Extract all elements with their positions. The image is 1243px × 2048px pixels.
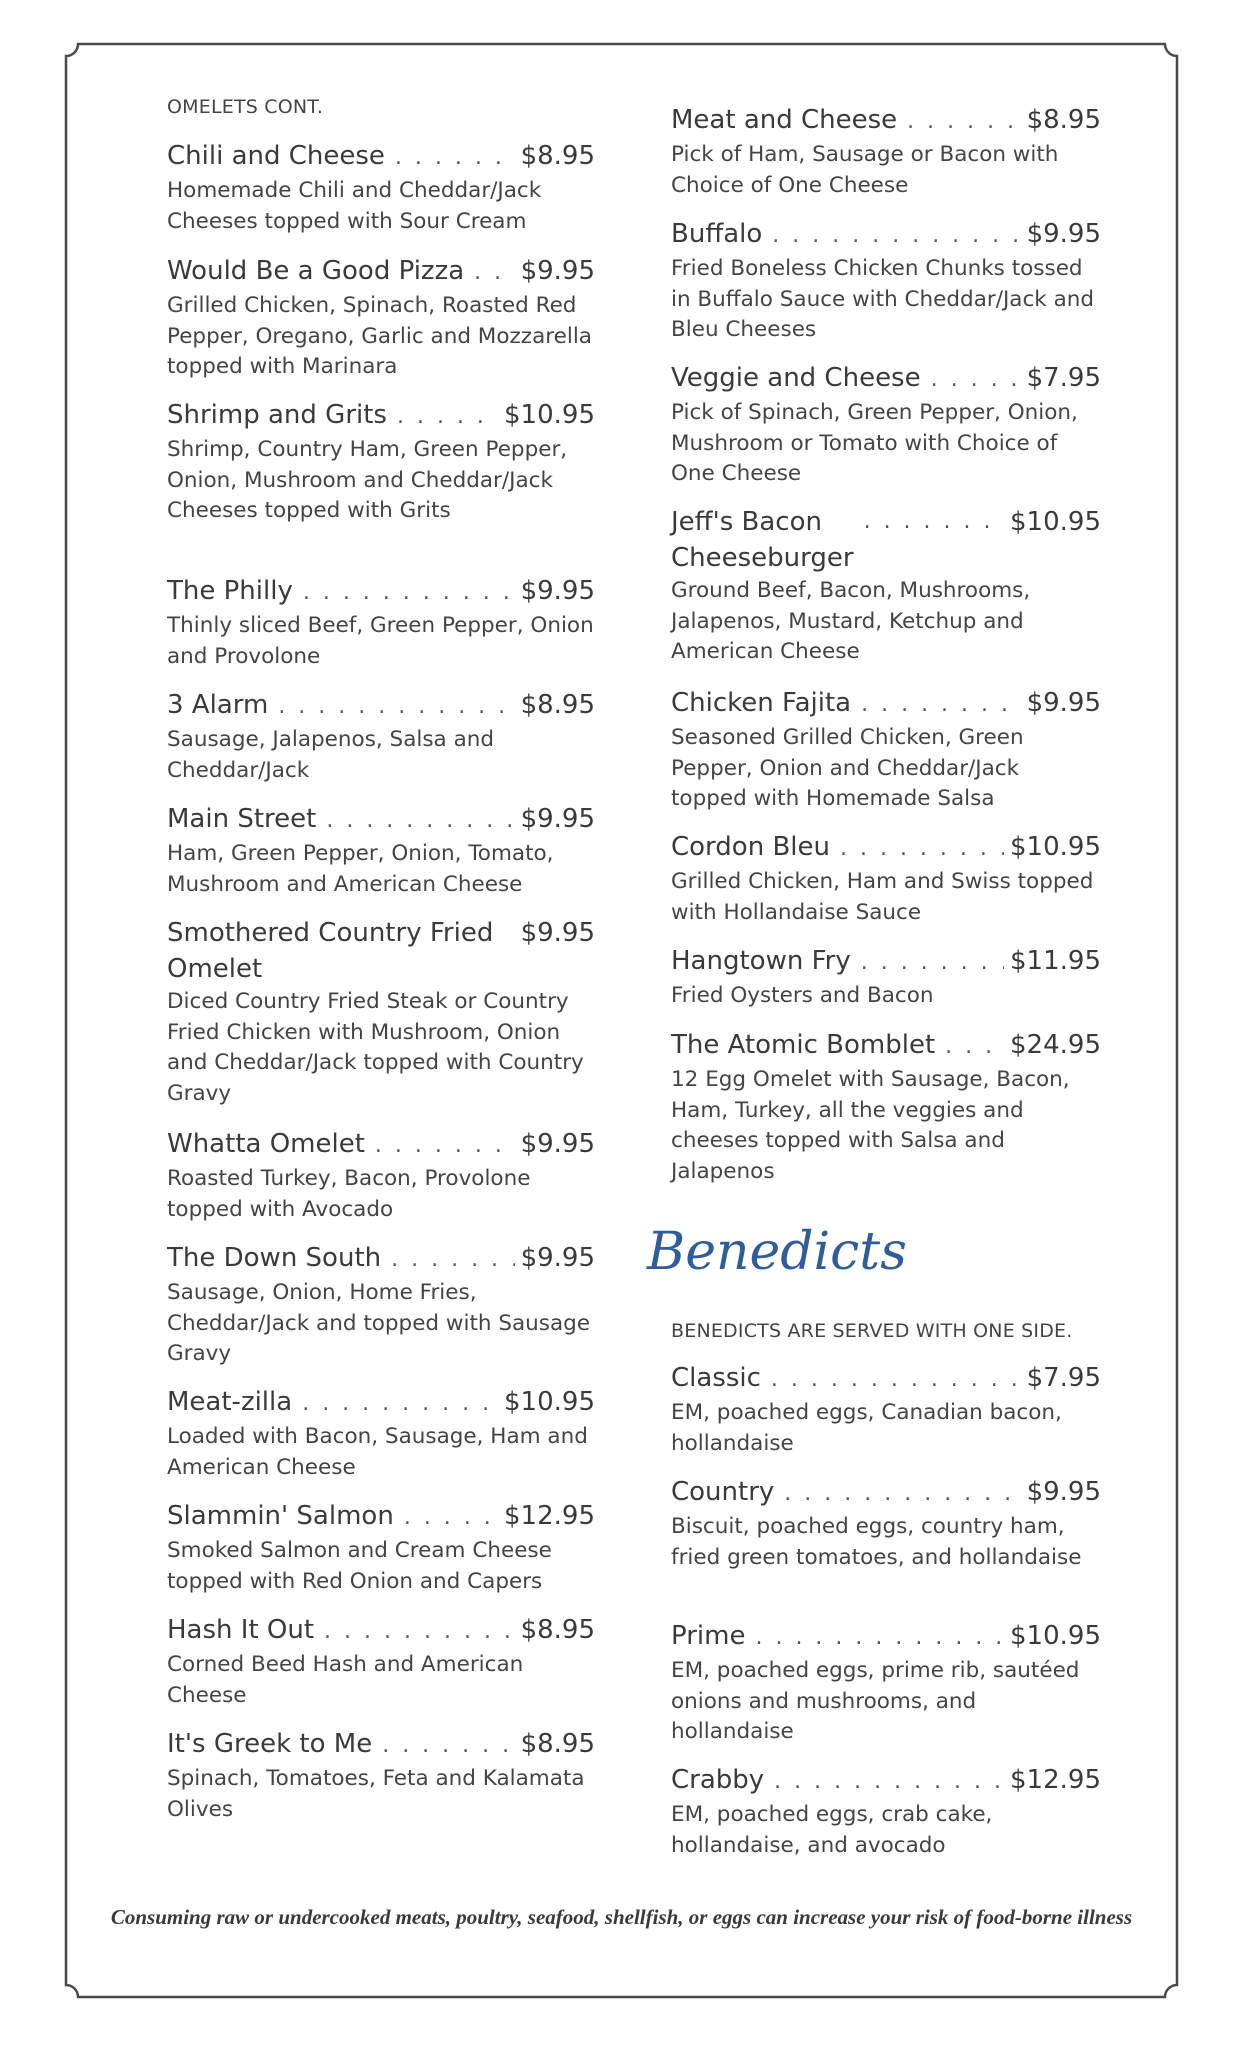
menu-item — [167, 1126, 595, 1225]
item-price: $8.95 — [520, 141, 595, 171]
item-name: Chili and Cheese — [167, 141, 385, 171]
item-name: Hash It Out — [167, 1615, 315, 1645]
item-description: Fried Oysters and Bacon — [671, 983, 934, 1008]
item-name: Shrimp and Grits — [167, 400, 387, 430]
item-price: $9.95 — [520, 256, 595, 286]
item-description: Sausage, Onion, Home Fries, Cheddar/Jack and topped with Sausage Gravy — [167, 1280, 591, 1366]
menu-item — [167, 573, 595, 672]
item-description: EM, poached eggs, prime rib, sautéed onions and mushrooms, and hollandaise — [671, 1658, 1080, 1744]
item-description: Ham, Green Pepper, Onion, Tomato, Mushroom and American Cheese — [167, 841, 554, 897]
item-description: Roasted Turkey, Bacon, Provolone topped with Avocado — [167, 1166, 531, 1222]
item-name: Cordon Bleu — [671, 832, 830, 862]
menu-item — [167, 138, 595, 237]
menu-item — [167, 397, 595, 527]
menu-item — [167, 253, 595, 383]
item-description: Shrimp, Country Ham, Green Pepper, Onion, Mushroom and Cheddar/Jack Cheeses topped with Grits — [167, 437, 568, 523]
item-description: Corned Beed Hash and American Cheese — [167, 1652, 524, 1708]
menu-item — [671, 1618, 1101, 1748]
benedicts-heading: Benedicts — [647, 1222, 907, 1282]
menu-item — [671, 216, 1101, 346]
item-price: $8.95 — [1026, 105, 1101, 135]
menu-item — [671, 1474, 1101, 1573]
item-description: Grilled Chicken, Ham and Swiss topped with Hollandaise Sauce — [671, 869, 1094, 925]
item-description: Sausage, Jalapenos, Salsa and Cheddar/Jack — [167, 727, 495, 783]
item-name: Country — [671, 1477, 775, 1507]
item-price: $11.95 — [1010, 946, 1101, 976]
item-name: Jeff's Bacon Cheeseburger — [671, 507, 854, 573]
item-price: $10.95 — [1010, 1621, 1101, 1651]
item-price: $9.95 — [520, 918, 595, 948]
menu-item — [671, 504, 1101, 668]
item-description: Ground Beef, Bacon, Mushrooms, Jalapenos, Mustard, Ketchup and American Cheese — [671, 578, 1031, 664]
menu-item — [671, 685, 1101, 815]
item-price: $10.95 — [504, 1387, 595, 1417]
item-price: $10.95 — [1010, 507, 1101, 537]
menu-item — [671, 1027, 1101, 1187]
item-name: Would Be a Good Pizza — [167, 256, 465, 286]
item-description: Grilled Chicken, Spinach, Roasted Red Pepper, Oregano, Garlic and Mozzarella topped with Marinara — [167, 293, 592, 379]
item-name: Meat and Cheese — [671, 105, 898, 135]
benedicts-note: BENEDICTS ARE SERVED WITH ONE SIDE. — [671, 1320, 1073, 1342]
item-price: $24.95 — [1010, 1030, 1101, 1060]
item-name: Whatta Omelet — [167, 1129, 365, 1159]
item-name: Meat-zilla — [167, 1387, 293, 1417]
menu-item — [671, 102, 1101, 201]
item-description: Homemade Chili and Cheddar/Jack Cheeses topped with Sour Cream — [167, 178, 542, 234]
menu-item — [671, 1360, 1101, 1459]
food-safety-disclaimer: Consuming raw or undercooked meats, poultry, seafood, shellfish, or eggs can increase your risk of food-borne illness — [110, 1905, 1133, 1929]
menu-item — [167, 1240, 595, 1370]
item-name: Chicken Fajita — [671, 688, 852, 718]
item-description: 12 Egg Omelet with Sausage, Bacon, Ham, Turkey, all the veggies and cheeses topped with Salsa and Jalapenos — [671, 1067, 1070, 1184]
item-name: Crabby — [671, 1765, 765, 1795]
item-name: The Atomic Bomblet — [671, 1030, 936, 1060]
item-name: Veggie and Cheese — [671, 363, 921, 393]
item-name: Hangtown Fry — [671, 946, 851, 976]
menu-item — [167, 1498, 595, 1597]
menu-item — [671, 1762, 1101, 1861]
omelets-cont-note: OMELETS CONT. — [167, 96, 324, 118]
item-price: $9.95 — [520, 576, 595, 606]
item-description: Seasoned Grilled Chicken, Green Pepper, Onion and Cheddar/Jack topped with Homemade Salsa — [671, 725, 1024, 811]
item-price: $8.95 — [520, 1615, 595, 1645]
item-name: The Down South — [167, 1243, 382, 1273]
item-description: Biscuit, poached eggs, country ham, fried green tomatoes, and hollandaise — [671, 1514, 1082, 1570]
item-name: It's Greek to Me — [167, 1729, 373, 1759]
item-price: $9.95 — [1026, 688, 1101, 718]
item-description: Thinly sliced Beef, Green Pepper, Onion and Provolone — [167, 613, 594, 669]
item-price: $8.95 — [520, 690, 595, 720]
menu-item — [671, 943, 1101, 1012]
item-price: $9.95 — [520, 804, 595, 834]
item-price: $9.95 — [520, 1129, 595, 1159]
item-name: The Philly — [167, 576, 293, 606]
item-name: 3 Alarm — [167, 690, 269, 720]
item-price: $9.95 — [1026, 219, 1101, 249]
item-price: $9.95 — [520, 1243, 595, 1273]
item-price: $8.95 — [520, 1729, 595, 1759]
item-price: $7.95 — [1026, 1363, 1101, 1393]
item-name: Buffalo — [671, 219, 763, 249]
menu-item — [167, 687, 595, 786]
item-name: Prime — [671, 1621, 746, 1651]
item-description: Fried Boneless Chicken Chunks tossed in Buffalo Sauce with Cheddar/Jack and Bleu Cheeses — [671, 256, 1095, 342]
item-description: Pick of Ham, Sausage or Bacon with Choice of One Cheese — [671, 142, 1059, 198]
item-price: $9.95 — [1026, 1477, 1101, 1507]
item-name: Main Street — [167, 804, 317, 834]
item-price: $12.95 — [504, 1501, 595, 1531]
item-name: Slammin' Salmon — [167, 1501, 394, 1531]
menu-item — [167, 1612, 595, 1711]
item-description: Smoked Salmon and Cream Cheese topped with Red Onion and Capers — [167, 1538, 552, 1594]
item-name: Smothered Country Fried Omelet — [167, 918, 494, 984]
item-description: Diced Country Fried Steak or Country Fried Chicken with Mushroom, Onion and Cheddar/Jack topped with Country Gravy — [167, 989, 584, 1106]
menu-item — [671, 360, 1101, 490]
menu-item — [671, 829, 1101, 928]
item-description: Spinach, Tomatoes, Feta and Kalamata Olives — [167, 1766, 585, 1822]
item-price: $12.95 — [1010, 1765, 1101, 1795]
item-price: $7.95 — [1026, 363, 1101, 393]
item-description: Loaded with Bacon, Sausage, Ham and American Cheese — [167, 1424, 588, 1480]
item-name: Classic — [671, 1363, 761, 1393]
item-description: EM, poached eggs, Canadian bacon, hollandaise — [671, 1400, 1062, 1456]
item-description: Pick of Spinach, Green Pepper, Onion, Mushroom or Tomato with Choice of One Cheese — [671, 400, 1078, 486]
menu-item — [167, 801, 595, 900]
menu-item — [167, 1726, 595, 1825]
menu-item — [167, 1384, 595, 1483]
menu-item — [167, 915, 595, 1109]
item-description: EM, poached eggs, crab cake, hollandaise, and avocado — [671, 1802, 993, 1858]
item-price: $10.95 — [1010, 832, 1101, 862]
item-price: $10.95 — [504, 400, 595, 430]
